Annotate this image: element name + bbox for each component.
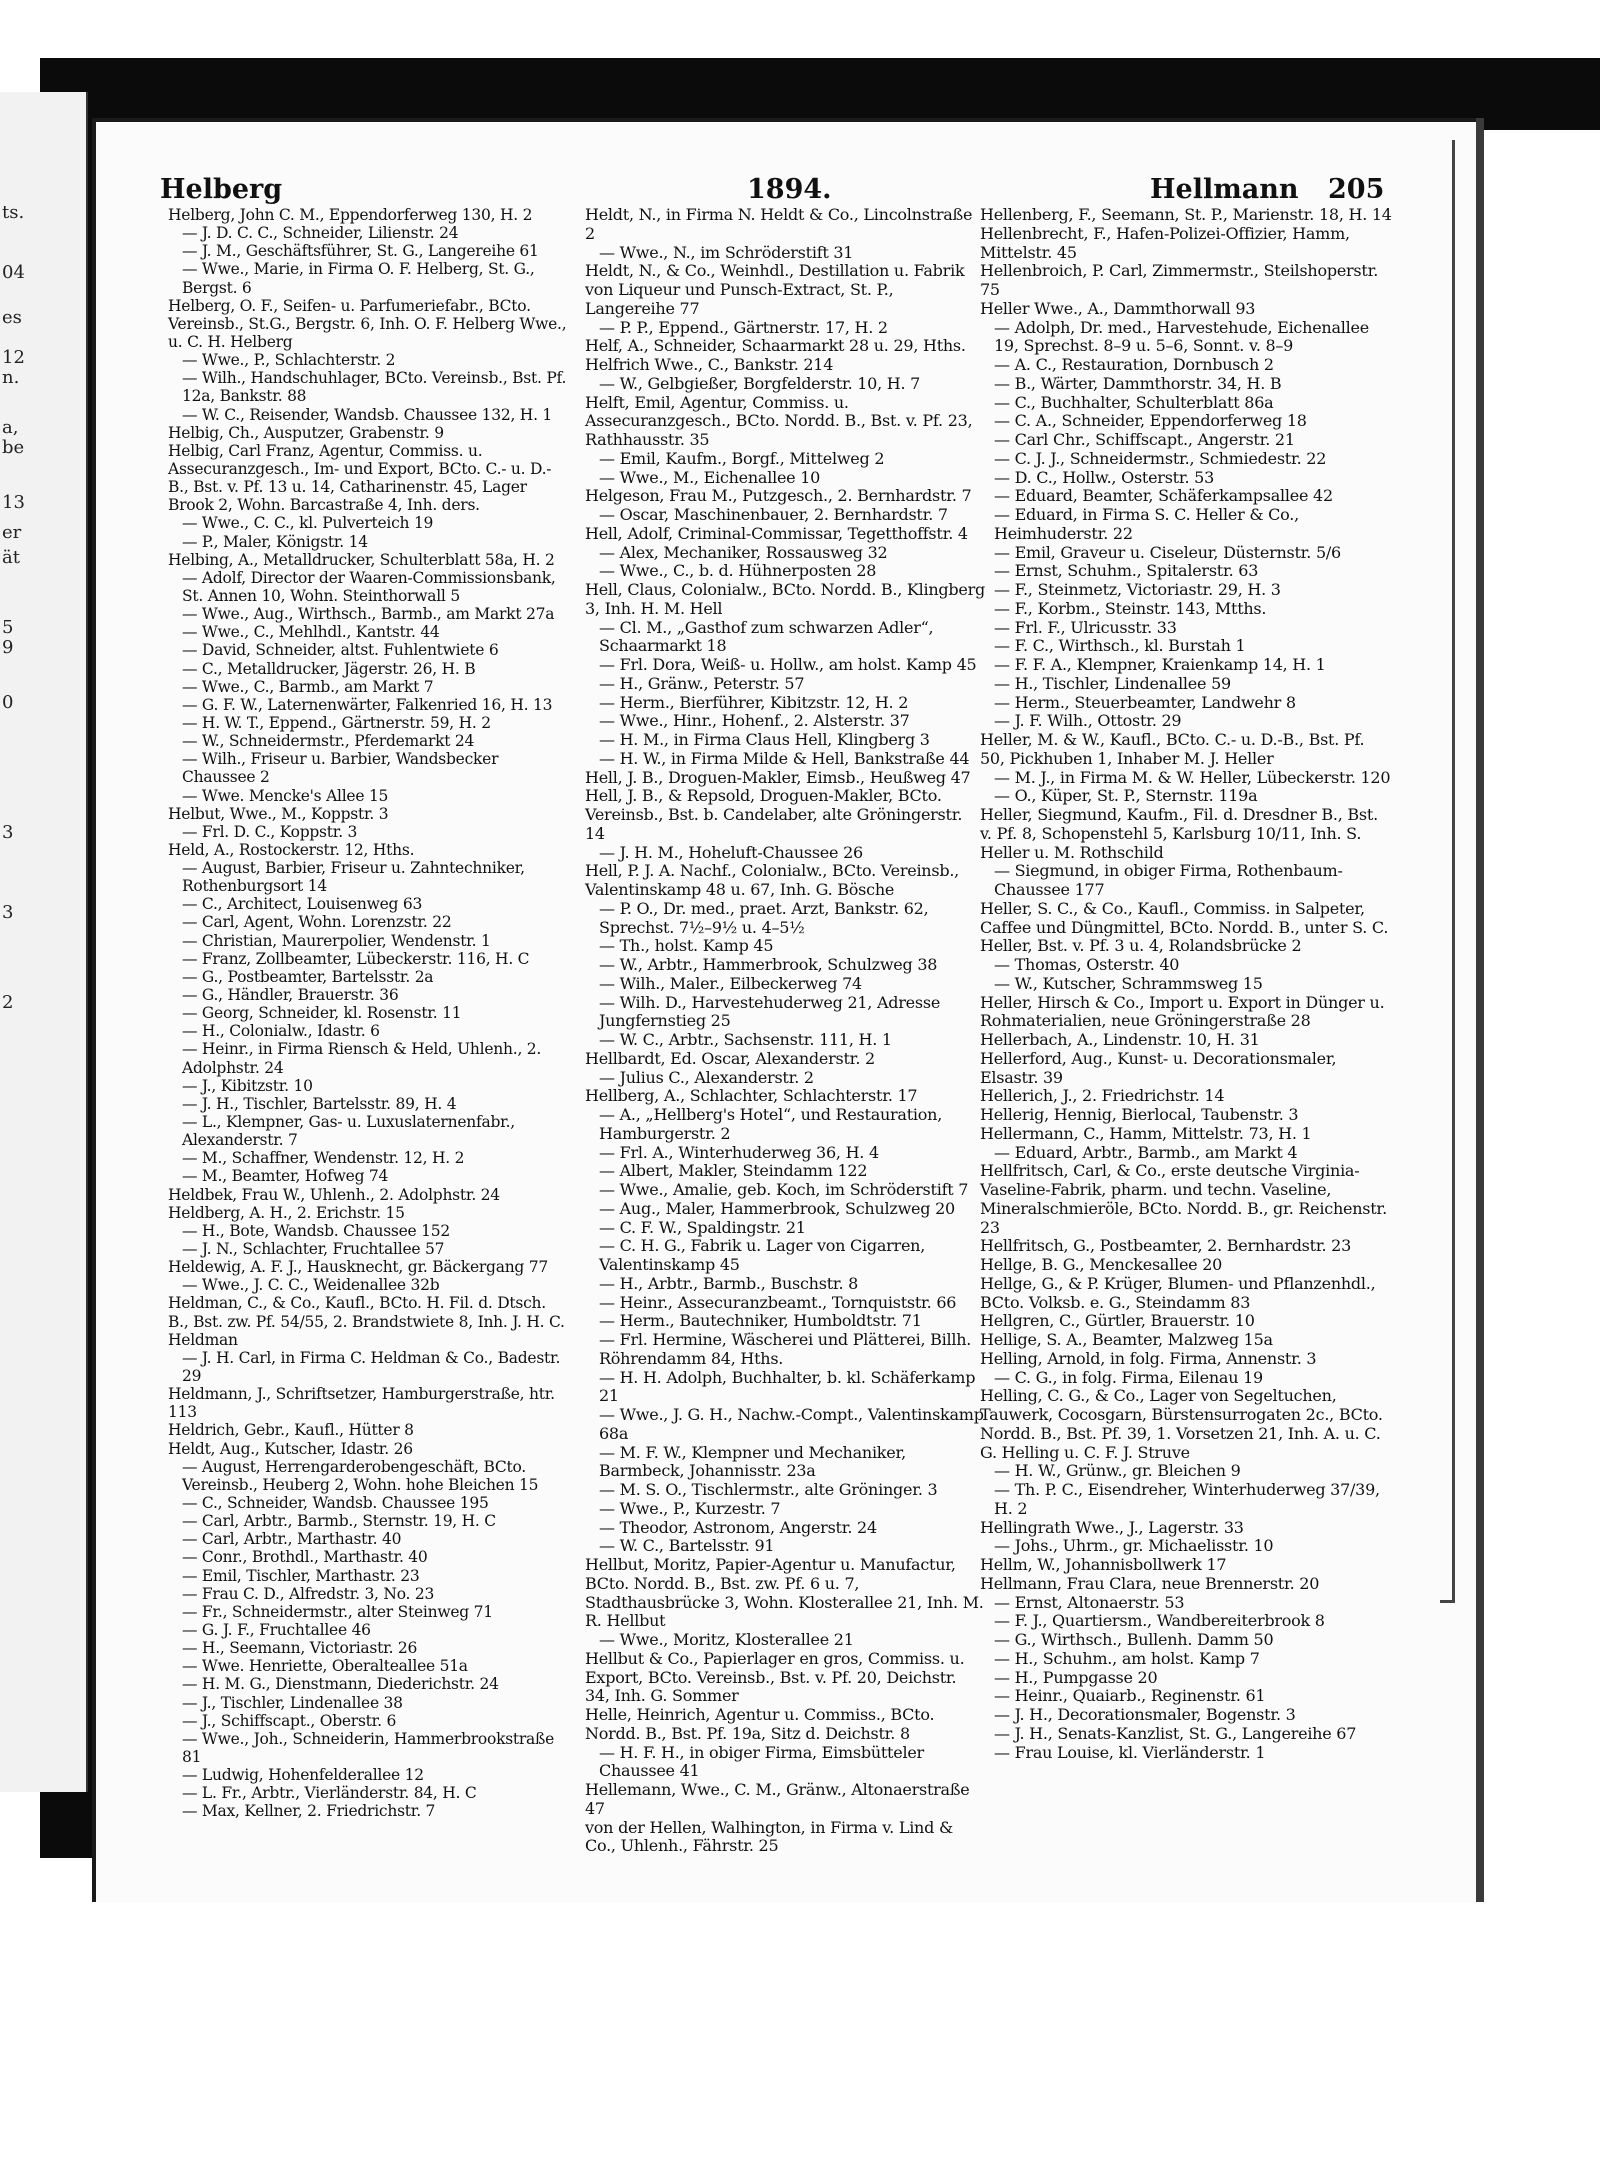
directory-entry: — C. A., Schneider, Eppendorferweg 18: [994, 411, 1307, 431]
directory-entry: Heldberg, A. H., 2. Erichstr. 15: [168, 1203, 405, 1222]
directory-entry: — Wwe., J. C. C., Weidenallee 32b: [182, 1276, 440, 1295]
header-year: 1894.: [747, 174, 832, 205]
directory-entry: — Julius C., Alexanderstr. 2: [599, 1067, 814, 1087]
directory-entry: — A. C., Restauration, Dornbusch 2: [994, 355, 1274, 374]
directory-entry: — F. J., Quartiersm., Wandbereiterbrook 8: [994, 1611, 1325, 1631]
directory-entry: — G. F. W., Laternenwärter, Falkenried 16, H. 13: [182, 695, 553, 714]
directory-entry: — W., Schneidermstr., Pferdemarkt 24: [182, 732, 475, 751]
directory-entry: Hellfritsch, Carl, & Co., erste deutsche Virginia-Vaseline-Fabrik, pharm. und techn. Vaseline, Mineralschmieröle, BCto. Nordd. B., gr. Reichenstr. 23: [980, 1161, 1387, 1237]
directory-entry: — H. W., Grünw., gr. Bleichen 9: [994, 1461, 1241, 1481]
directory-entry: — H., Gränw., Peterstr. 57: [599, 673, 805, 693]
directory-entry: — F. F. A., Klempner, Kraienkamp 14, H. 1: [994, 655, 1326, 674]
directory-entry: — A., „Hellberg's Hotel“, und Restauration, Hamburgerstr. 2: [599, 1105, 943, 1143]
directory-entry: — Heinr., Assecuranzbeamt., Tornquiststr. 66: [599, 1292, 957, 1312]
directory-entry: — W., Kutscher, Schrammsweg 15: [994, 973, 1263, 993]
directory-entry: Hellbut, Moritz, Papier-Agentur u. Manufactur, BCto. Nordd. B., Bst. zw. Pf. 6 u. 7, Stadthausbrücke 3, Wohn. Klosterallee 21, Inh. M. R. Hellbut: [585, 1555, 984, 1631]
previous-page-text-fragment: 12: [2, 347, 25, 368]
directory-entry: — J. H., Decorationsmaler, Bogenstr. 3: [994, 1705, 1296, 1724]
directory-entry: Held, A., Rostockerstr. 12, Hths.: [168, 840, 415, 859]
directory-entry: — C., Architect, Louisenweg 63: [182, 895, 423, 914]
directory-entry: — Ludwig, Hohenfelderallee 12: [182, 1766, 424, 1785]
directory-entry: — J. D. C. C., Schneider, Lilienstr. 24: [182, 224, 459, 243]
previous-page-text-fragment: ät: [2, 547, 20, 568]
directory-entry: — Wwe., Hinr., Hohenf., 2. Alsterstr. 37: [599, 711, 910, 731]
directory-entry: — F. C., Wirthsch., kl. Burstah 1: [994, 636, 1246, 656]
directory-entry: Hell, J. B., & Repsold, Droguen-Makler, BCto. Vereinsb., Bst. b. Candelaber, alte Gröningerstr. 14: [585, 786, 963, 843]
directory-entry: Helle, Heinrich, Agentur u. Commiss., BCto. Nordd. B., Bst. Pf. 19a, Sitz d. Deichstr. 8: [585, 1705, 935, 1743]
directory-entry: von der Hellen, Walhington, in Firma v. Lind & Co., Uhlenh., Fährstr. 25: [585, 1817, 953, 1856]
previous-page-text-fragment: a,: [2, 417, 19, 438]
directory-entry: — Heinr., in Firma Riensch & Held, Uhlenh., 2. Adolphstr. 24: [182, 1040, 542, 1077]
directory-entry: — Wwe., C., Mehlhdl., Kantstr. 44: [182, 623, 440, 642]
previous-page-text-fragment: 04: [2, 262, 25, 283]
directory-entry: Heldt, N., in Firma N. Heldt & Co., Lincolnstraße 2: [585, 205, 973, 243]
directory-entry: — G., Händler, Brauerstr. 36: [182, 986, 399, 1005]
directory-entry: — Ernst, Altonaerstr. 53: [994, 1592, 1185, 1612]
directory-entry: — C., Schneider, Wandsb. Chaussee 195: [182, 1493, 489, 1512]
directory-entry: Heldt, Aug., Kutscher, Idastr. 26: [168, 1439, 413, 1458]
directory-entry: — Wwe., Aug., Wirthsch., Barmb., am Markt 27a: [182, 605, 555, 624]
directory-entry: Hellm, W., Johannisbollwerk 17: [980, 1555, 1227, 1574]
directory-entry: — Frl. Dora, Weiß- u. Hollw., am holst. Kamp 45: [599, 655, 977, 674]
directory-entry: — Theodor, Astronom, Angerstr. 24: [599, 1517, 877, 1537]
previous-page-text-fragment: 3: [2, 822, 14, 843]
directory-entry: Hellerbach, A., Lindenstr. 10, H. 31: [980, 1030, 1260, 1049]
directory-entry: Helling, Arnold, in folg. Firma, Annenstr. 3: [980, 1348, 1317, 1368]
directory-entry: — M. S. O., Tischlermstr., alte Gröninger. 3: [599, 1480, 938, 1499]
directory-entry: Heller, Siegmund, Kaufm., Fil. d. Dresdner B., Bst. v. Pf. 8, Schopenstehl 5, Karlsburg 10/11, Inh. S. Heller u. M. Rothschild: [980, 805, 1378, 862]
directory-entry: — Herm., Steuerbeamter, Landwehr 8: [994, 692, 1296, 712]
directory-entry: — C. F. W., Spaldingstr. 21: [599, 1217, 806, 1237]
directory-entry: Heller, M. & W., Kaufl., BCto. C.- u. D.-B., Bst. Pf. 50, Pickhuben 1, Inhaber M. J. Heller: [980, 730, 1365, 768]
directory-entry: Helfrich Wwe., C., Bankstr. 214: [585, 355, 834, 374]
directory-entry: Heldt, N., & Co., Weinhdl., Destillation u. Fabrik von Liqueur und Punsch-Extract, St. P., Langereihe 77: [585, 261, 965, 318]
directory-entry: — G. J. F., Fruchtallee 46: [182, 1620, 371, 1639]
directory-entry: — Johs., Uhrm., gr. Michaelisstr. 10: [994, 1536, 1274, 1556]
directory-entry: — Th., holst. Kamp 45: [599, 936, 774, 956]
directory-entry: — M. F. W., Klempner und Mechaniker, Barmbeck, Johannisstr. 23a: [599, 1442, 906, 1481]
directory-entry: — W., Arbtr., Hammerbrook, Schulzweg 38: [599, 955, 938, 974]
directory-entry: — Wwe., P., Kurzestr. 7: [599, 1498, 781, 1518]
directory-entry: — M., Schaffner, Wendenstr. 12, H. 2: [182, 1149, 465, 1168]
directory-entry: Hellenbrecht, F., Hafen-Polizei-Offizier, Hamm, Mittelstr. 45: [980, 223, 1350, 262]
directory-entry: — Aug., Maler, Hammerbrook, Schulzweg 20: [599, 1198, 955, 1218]
directory-entry: Hellge, G., & P. Krüger, Blumen- und Pflanzenhdl., BCto. Volksb. e. G., Steindamm 83: [980, 1273, 1376, 1312]
directory-entry: — Emil, Kaufm., Borgf., Mittelweg 2: [599, 448, 885, 468]
directory-entry: Helbig, Carl Franz, Agentur, Commiss. u. Assecuranzgesch., Im- und Export, BCto. C.- u. D.-B., Bst. v. Pf. 13 u. 14, Catharinenstr. 45, Lager Brook 2, Wohn. Barcastraße 4, Inh. ders.: [168, 441, 552, 515]
directory-entry: Heller, Hirsch & Co., Import u. Export in Dünger u. Rohmaterialien, neue Gröningerstraße 28: [980, 992, 1385, 1031]
directory-entry: — H., Pumpgasse 20: [994, 1667, 1158, 1687]
directory-entry: — H. F. H., in obiger Firma, Eimsbütteler Chaussee 41: [599, 1742, 924, 1781]
directory-entry: — Wwe., C. C., kl. Pulverteich 19: [182, 514, 434, 533]
directory-entry: — H., Schuhm., am holst. Kamp 7: [994, 1648, 1260, 1668]
directory-entry: — Franz, Zollbeamter, Lübeckerstr. 116, H. C: [182, 949, 530, 968]
directory-entry: — H., Arbtr., Barmb., Buschstr. 8: [599, 1273, 859, 1293]
directory-entry: Helberg, O. F., Seifen- u. Parfumeriefabr., BCto. Vereinsb., St.G., Bergstr. 6, Inh. O. F. Helberg Wwe., u. C. H. Helberg: [168, 296, 567, 351]
directory-entry: — Wwe., M., Eichenallee 10: [599, 467, 821, 487]
directory-entry: — Georg, Schneider, kl. Rosenstr. 11: [182, 1004, 462, 1023]
directory-entry: — Herm., Bautechniker, Humboldtstr. 71: [599, 1311, 922, 1331]
directory-entry: — W. C., Arbtr., Sachsenstr. 111, H. 1: [599, 1030, 892, 1049]
directory-entry: — Heinr., Quaiarb., Reginenstr. 61: [994, 1686, 1266, 1706]
page-number: 205: [1328, 174, 1385, 205]
directory-entry: Hellingrath Wwe., J., Lagerstr. 33: [980, 1517, 1244, 1537]
directory-entry: — Wwe., Moritz, Klosterallee 21: [599, 1630, 854, 1649]
directory-entry: — W. C., Reisender, Wandsb. Chaussee 132, H. 1: [182, 405, 553, 424]
directory-entry: — J., Tischler, Lindenallee 38: [182, 1693, 403, 1712]
directory-entry: — Wilh. D., Harvestehuderweg 21, Adresse Jungfernstieg 25: [599, 992, 941, 1031]
directory-entry: Hellermann, C., Hamm, Mittelstr. 73, H. 1: [980, 1123, 1312, 1143]
directory-entry: — P., Maler, Königstr. 14: [182, 532, 368, 551]
directory-entry: — Thomas, Osterstr. 40: [994, 955, 1180, 974]
previous-page-text-fragment: ts.: [2, 202, 25, 223]
header-left-name: Helberg: [160, 174, 283, 205]
directory-entry: — Alex, Mechaniker, Rossausweg 32: [599, 542, 888, 562]
directory-entry: Helf, A., Schneider, Schaarmarkt 28 u. 29, Hths.: [585, 336, 966, 356]
directory-entry: — Wilh., Maler., Eilbeckerweg 74: [599, 973, 862, 993]
directory-entry: — H. W. T., Eppend., Gärtnerstr. 59, H. 2: [182, 713, 491, 732]
directory-entry: — Siegmund, in obiger Firma, Rothenbaum-Chaussee 177: [994, 861, 1343, 899]
directory-entry: — J. H. Carl, in Firma C. Heldman & Co., Badestr. 29: [182, 1348, 561, 1385]
directory-entry: Heller Wwe., A., Dammthorwall 93: [980, 298, 1256, 318]
directory-entry: Hellgren, C., Gürtler, Brauerstr. 10: [980, 1311, 1255, 1331]
directory-entry: Heller, S. C., & Co., Kaufl., Commiss. in Salpeter, Caffee und Düngmittel, BCto. Nordd. B., unter S. C. Heller, Bst. v. Pf. 3 u. 4, Rolandsbrücke 2: [980, 898, 1389, 956]
directory-entry: — Eduard, in Firma S. C. Heller & Co., Heimhuderstr. 22: [994, 505, 1299, 543]
directory-entry: — J. F. Wilh., Ottostr. 29: [994, 711, 1182, 731]
previous-page-text-fragment: er: [2, 522, 22, 543]
directory-entry: — H. H. Adolph, Buchhalter, b. kl. Schäferkamp 21: [599, 1367, 976, 1406]
previous-page-text-fragment: be: [2, 437, 25, 458]
directory-entry: — Fr., Schneidermstr., alter Steinweg 71: [182, 1602, 493, 1621]
directory-entry: Hell, J. B., Droguen-Makler, Eimsb., Heußweg 47: [585, 767, 971, 787]
directory-entry: — C. G., in folg. Firma, Eilenau 19: [994, 1367, 1263, 1387]
directory-entry: — Christian, Maurerpolier, Wendenstr. 1: [182, 931, 491, 950]
directory-entry: — Wwe., Joh., Schneiderin, Hammerbrookstraße 81: [182, 1729, 555, 1766]
directory-entry: — P. P., Eppend., Gärtnerstr. 17, H. 2: [599, 317, 888, 337]
directory-entry: Hellenbroich, P. Carl, Zimmermstr., Steilshoperstr. 75: [980, 261, 1379, 299]
directory-entry: Hellbardt, Ed. Oscar, Alexanderstr. 2: [585, 1048, 875, 1068]
directory-entry: — J. N., Schlachter, Fruchtallee 57: [182, 1240, 445, 1259]
directory-entry: — Carl Chr., Schiffscapt., Angerstr. 21: [994, 430, 1295, 449]
directory-entry: — Albert, Makler, Steindamm 122: [599, 1161, 868, 1181]
directory-entry: — J., Kibitzstr. 10: [182, 1076, 313, 1095]
directory-entry: — H., Tischler, Lindenallee 59: [994, 673, 1231, 693]
directory-entry: — H., Bote, Wandsb. Chaussee 152: [182, 1221, 450, 1240]
directory-entry: — F., Korbm., Steinstr. 143, Mtths.: [994, 598, 1267, 618]
directory-entry: — Wwe., Amalie, geb. Koch, im Schröderstift 7: [599, 1180, 969, 1199]
directory-entry: — C., Metalldrucker, Jägerstr. 26, H. B: [182, 659, 476, 678]
previous-page-text-fragment: es: [2, 307, 22, 328]
previous-page-text-fragment: 13: [2, 492, 25, 513]
directory-entry: Hell, Adolf, Criminal-Commissar, Tegetthoffstr. 4: [585, 523, 968, 543]
directory-entry: — Emil, Graveur u. Ciseleur, Düsternstr. 5/6: [994, 542, 1341, 562]
page-edge-shadow: [1440, 140, 1455, 1603]
directory-entry: — G., Wirthsch., Bullenh. Damm 50: [994, 1630, 1274, 1649]
directory-entry: — G., Postbeamter, Bartelsstr. 2a: [182, 967, 434, 986]
directory-entry: — Adolph, Dr. med., Harvestehude, Eichenallee 19, Sprechst. 8–9 u. 5–6, Sonnt. v. 8–9: [994, 317, 1369, 356]
directory-entry: Heldbek, Frau W., Uhlenh., 2. Adolphstr. 24: [168, 1185, 500, 1204]
directory-entry: Heldewig, A. F. J., Hausknecht, gr. Bäckergang 77: [168, 1258, 549, 1277]
directory-entry: — Eduard, Arbtr., Barmb., am Markt 4: [994, 1142, 1298, 1162]
directory-entry: — Wwe., N., im Schröderstift 31: [599, 242, 854, 262]
directory-entry: — Wilh., Friseur u. Barbier, Wandsbecker Chaussee 2: [182, 750, 499, 787]
directory-entry: — J. H., Tischler, Bartelsstr. 89, H. 4: [182, 1094, 457, 1113]
directory-entry: — J. H. M., Hoheluft-Chaussee 26: [599, 842, 863, 862]
column-1: [168, 206, 568, 1821]
directory-entry: Hellerford, Aug., Kunst- u. Decorationsmaler, Elsastr. 39: [980, 1048, 1337, 1087]
directory-entry: — M. J., in Firma M. & W. Heller, Lübeckerstr. 120: [994, 767, 1391, 787]
directory-entry: Hellmann, Frau Clara, neue Brennerstr. 20: [980, 1573, 1320, 1593]
directory-entry: — L., Klempner, Gas- u. Luxuslaternenfabr., Alexanderstr. 7: [182, 1113, 515, 1150]
directory-entry: Hellberg, A., Schlachter, Schlachterstr. 17: [585, 1086, 918, 1106]
directory-entry: — Frau C. D., Alfredstr. 3, No. 23: [182, 1584, 435, 1603]
directory-entry: — Eduard, Beamter, Schäferkampsallee 42: [994, 486, 1333, 506]
directory-entry: — Herm., Bierführer, Kibitzstr. 12, H. 2: [599, 692, 909, 712]
directory-entry: — M., Beamter, Hofweg 74: [182, 1167, 389, 1186]
directory-entry: — J. M., Geschäftsführer, St. G., Langereihe 61: [182, 242, 539, 261]
directory-entry: — B., Wärter, Dammthorstr. 34, H. B: [994, 373, 1282, 393]
directory-entry: — Wwe., Marie, in Firma O. F. Helberg, St. G., Bergst. 6: [182, 260, 535, 297]
directory-entry: — Max, Kellner, 2. Friedrichstr. 7: [182, 1802, 436, 1821]
directory-entry: Hellerig, Hennig, Bierlocal, Taubenstr. 3: [980, 1105, 1299, 1124]
directory-entry: — F., Steinmetz, Victoriastr. 29, H. 3: [994, 580, 1281, 599]
directory-entry: Helling, C. G., & Co., Lager von Segeltuchen, Tauwerk, Cocosgarn, Bürstensurrogaten 2c., BCto. Nordd. B., Bst. Pf. 39, 1. Vorsetzen 21, Inh. A. u. C. G. Helling u. C. F. J. Struve: [980, 1386, 1383, 1462]
directory-entry: — August, Herrengarderobengeschäft, BCto. Vereinsb., Heuberg 2, Wohn. hohe Bleichen 15: [182, 1457, 539, 1494]
directory-entry: Hellerich, J., 2. Friedrichstr. 14: [980, 1086, 1225, 1106]
directory-entry: — Wwe., C., Barmb., am Markt 7: [182, 677, 434, 696]
directory-entry: — Adolf, Director der Waaren-Commissionsbank, St. Annen 10, Wohn. Steinthorwall 5: [182, 568, 556, 605]
directory-entry: Hellenberg, F., Seemann, St. P., Marienstr. 18, H. 14: [980, 205, 1392, 224]
directory-entry: — J. H., Senats-Kanzlist, St. G., Langereihe 67: [994, 1723, 1357, 1743]
directory-entry: Hellemann, Wwe., C. M., Gränw., Altonaerstraße 47: [585, 1780, 970, 1818]
directory-entry: Helbing, A., Metalldrucker, Schulterblatt 58a, H. 2: [168, 550, 555, 569]
directory-entry: Hellbut & Co., Papierlager en gros, Commiss. u. Export, BCto. Vereinsb., Bst. v. Pf. 20, Deichstr. 34, Inh. G. Sommer: [585, 1648, 965, 1706]
directory-entry: — Th. P. C., Eisendreher, Winterhuderweg 37/39, H. 2: [994, 1480, 1380, 1518]
directory-entry: — H. M., in Firma Claus Hell, Klingberg 3: [599, 730, 930, 749]
directory-entry: Helft, Emil, Agentur, Commiss. u. Assecuranzgesch., BCto. Nordd. B., Bst. v. Pf. 23, Rathhausstr. 35: [585, 392, 973, 449]
directory-entry: — Frl. Hermine, Wäscherei und Plätterei, Billh. Röhrendamm 84, Hths.: [599, 1330, 972, 1368]
header-right-name: Hellmann: [1150, 174, 1299, 205]
directory-entry: — H. M. G., Dienstmann, Diederichstr. 24: [182, 1675, 499, 1694]
directory-entry: — H. W., in Firma Milde & Hell, Bankstraße 44: [599, 748, 970, 768]
directory-entry: — Frl. D. C., Koppstr. 3: [182, 822, 358, 841]
directory-entry: — C., Buchhalter, Schulterblatt 86a: [994, 392, 1274, 412]
previous-page-text-fragment: n.: [2, 367, 20, 388]
directory-entry: — D. C., Hollw., Osterstr. 53: [994, 467, 1215, 487]
directory-entry: — W., Gelbgießer, Borgfelderstr. 10, H. 7: [599, 373, 921, 393]
previous-page-text-fragment: 9: [2, 637, 14, 658]
directory-entry: — Conr., Brothdl., Marthastr. 40: [182, 1548, 428, 1567]
directory-entry: — David, Schneider, altst. Fuhlentwiete 6: [182, 641, 499, 660]
directory-entry: — August, Barbier, Friseur u. Zahntechniker, Rothenburgsort 14: [182, 859, 525, 896]
directory-entry: — Carl, Arbtr., Barmb., Sternstr. 19, H. C: [182, 1512, 496, 1531]
directory-entry: Hellfritsch, G., Postbeamter, 2. Bernhardstr. 23: [980, 1236, 1351, 1256]
directory-entry: — Emil, Tischler, Marthastr. 23: [182, 1566, 420, 1585]
column-3: [980, 206, 1392, 1762]
directory-entry: — W. C., Bartelsstr. 91: [599, 1536, 775, 1556]
directory-entry: Helbig, Ch., Ausputzer, Grabenstr. 9: [168, 423, 444, 442]
directory-entry: Heldrich, Gebr., Kaufl., Hütter 8: [168, 1421, 414, 1440]
directory-entry: Hell, Claus, Colonialw., BCto. Nordd. B., Klingberg 3, Inh. H. M. Hell: [585, 580, 985, 618]
directory-entry: — L. Fr., Arbtr., Vierländerstr. 84, H. C: [182, 1784, 477, 1803]
directory-entry: — Ernst, Schuhm., Spitalerstr. 63: [994, 561, 1259, 581]
directory-entry: — J., Schiffscapt., Oberstr. 6: [182, 1711, 397, 1730]
previous-page-edge: [0, 92, 88, 1792]
directory-entry: — H., Colonialw., Idastr. 6: [182, 1022, 380, 1041]
directory-entry: — Frau Louise, kl. Vierländerstr. 1: [994, 1742, 1266, 1762]
directory-entry: Helberg, John C. M., Eppendorferweg 130, H. 2: [168, 206, 533, 224]
directory-entry: — Carl, Arbtr., Marthastr. 40: [182, 1530, 402, 1549]
directory-entry: — Oscar, Maschinenbauer, 2. Bernhardstr. 7: [599, 505, 948, 524]
previous-page-text-fragment: 0: [2, 692, 14, 713]
directory-entry: Heldmann, J., Schriftsetzer, Hamburgerstraße, htr. 113: [168, 1385, 555, 1422]
directory-entry: — Wwe., P., Schlachterstr. 2: [182, 351, 396, 370]
directory-entry: — H., Seemann, Victoriastr. 26: [182, 1639, 418, 1658]
directory-entry: — Carl, Agent, Wohn. Lorenzstr. 22: [182, 913, 452, 932]
directory-entry: — Wwe., C., b. d. Hühnerposten 28: [599, 561, 877, 581]
previous-page-text-fragment: 5: [2, 617, 14, 638]
directory-entry: Hellige, S. A., Beamter, Malzweg 15a: [980, 1330, 1273, 1349]
directory-entry: — C. J. J., Schneidermstr., Schmiedestr. 22: [994, 448, 1327, 468]
directory-entry: — O., Küper, St. P., Sternstr. 119a: [994, 786, 1258, 806]
directory-entry: — C. H. G., Fabrik u. Lager von Cigarren, Valentinskamp 45: [599, 1236, 926, 1274]
previous-page-text-fragment: 2: [2, 992, 14, 1013]
directory-entry: Hellge, B. G., Menckesallee 20: [980, 1255, 1223, 1274]
directory-entry: Helbut, Wwe., M., Koppstr. 3: [168, 804, 389, 823]
previous-page-text-fragment: 3: [2, 902, 14, 923]
directory-entry: — Frl. F., Ulricusstr. 33: [994, 617, 1177, 637]
directory-entry: — Wilh., Handschuhlager, BCto. Vereinsb., Bst. Pf. 12a, Bankstr. 88: [182, 369, 567, 406]
directory-entry: Heldman, C., & Co., Kaufl., BCto. H. Fil. d. Dtsch. B., Bst. zw. Pf. 54/55, 2. Brandstwiete 8, Inh. J. H. C. Heldman: [168, 1294, 565, 1349]
directory-entry: — Wwe. Henriette, Oberalteallee 51a: [182, 1657, 468, 1676]
column-2: [585, 206, 985, 1856]
directory-entry: Helgeson, Frau M., Putzgesch., 2. Bernhardstr. 7: [585, 486, 972, 506]
directory-entry: — Cl. M., „Gasthof zum schwarzen Adler“, Schaarmarkt 18: [599, 617, 934, 656]
directory-entry: — Frl. A., Winterhuderweg 36, H. 4: [599, 1142, 879, 1162]
directory-entry: Hell, P. J. A. Nachf., Colonialw., BCto. Vereinsb., Valentinskamp 48 u. 67, Inh. G. Bösche: [585, 861, 959, 899]
directory-entry: — P. O., Dr. med., praet. Arzt, Bankstr. 62, Sprechst. 7½–9½ u. 4–5½: [599, 898, 929, 937]
directory-entry: — Wwe., J. G. H., Nachw.-Compt., Valentinskamp 68a: [599, 1405, 984, 1443]
directory-entry: — Wwe. Mencke's Allee 15: [182, 786, 389, 805]
